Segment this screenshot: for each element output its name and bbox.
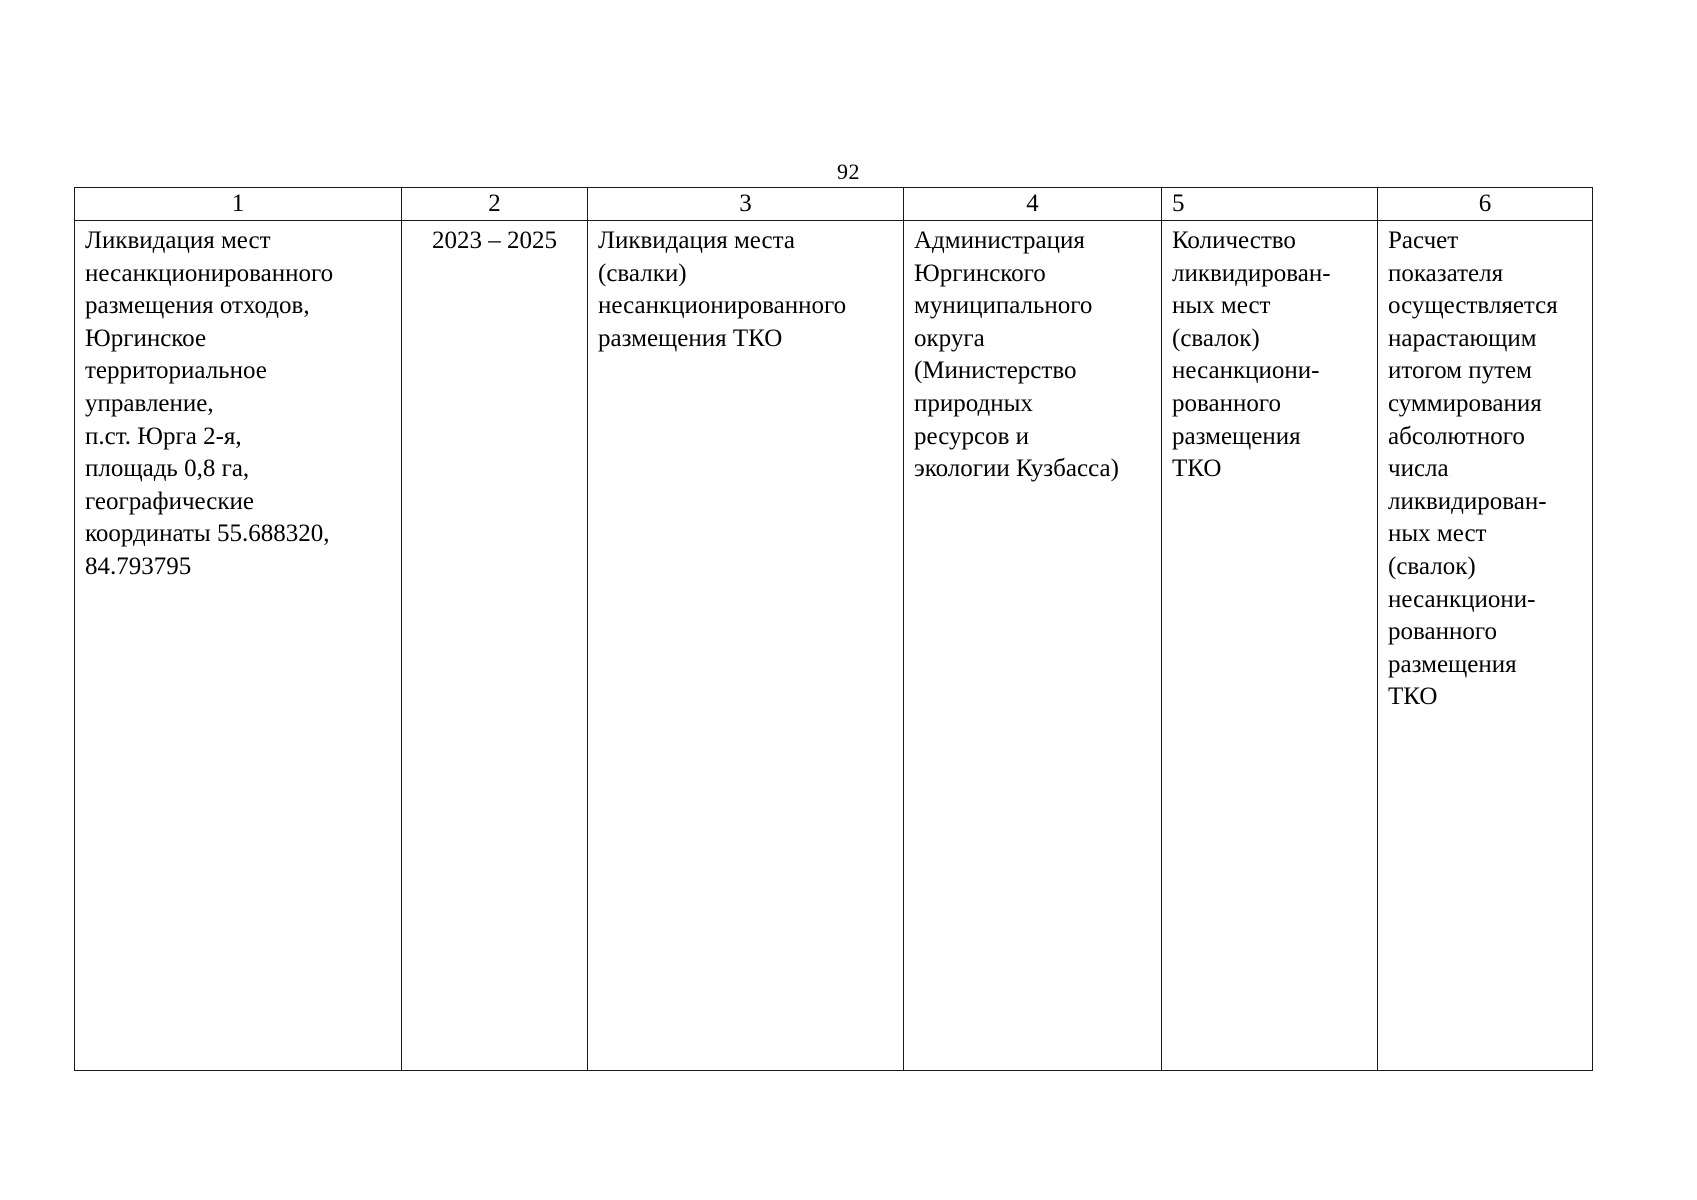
cell-line: ТКО xyxy=(1388,683,1438,711)
cell-line: Расчет xyxy=(1388,227,1459,254)
cell-line: природных xyxy=(914,389,1033,417)
cell-line: 2023 – 2025 xyxy=(432,227,557,254)
cell-indicator xyxy=(1162,221,1378,1071)
cell-line: итогом путем xyxy=(1388,357,1532,385)
cell-line: рованного xyxy=(1388,618,1497,646)
cell-line: несанкционированного xyxy=(598,292,847,320)
table-header-row xyxy=(75,188,1593,221)
cell-responsible xyxy=(904,221,1162,1071)
cell-measure xyxy=(75,221,402,1071)
page-number: 92 xyxy=(837,159,860,184)
cell-line: несанкционированного xyxy=(85,259,334,287)
cell-line: п.ст. Юрга 2-я, xyxy=(85,422,242,450)
cell-line: координаты 55.688320, xyxy=(85,520,330,548)
cell-line: ных мест xyxy=(1388,520,1487,548)
cell-line: управление, xyxy=(85,389,214,417)
cell-period xyxy=(402,221,588,1071)
cell-line: ТКО xyxy=(1172,455,1222,483)
cell-line: Ликвидация мест xyxy=(85,227,271,254)
cell-line: территориальное xyxy=(85,357,267,385)
cell-line: Количество xyxy=(1172,227,1296,254)
cell-line: числа xyxy=(1388,455,1449,483)
cell-line: ресурсов и xyxy=(914,422,1030,450)
cell-line: Администрация xyxy=(914,227,1085,254)
cell-line: осуществляется xyxy=(1388,292,1558,320)
cell-line: размещения xyxy=(1388,650,1517,678)
cell-line: ликвидирован- xyxy=(1388,487,1547,515)
cell-line: округа xyxy=(914,324,985,352)
cell-line: размещения отходов, xyxy=(85,292,310,320)
cell-line: муниципального xyxy=(914,292,1093,320)
table-row xyxy=(75,221,1593,1071)
column-header-3: 3 xyxy=(588,188,904,221)
cell-line: (свалок) xyxy=(1388,552,1476,580)
cell-line: (свалок) xyxy=(1172,324,1260,352)
cell-line: несанкциони- xyxy=(1388,585,1536,613)
cell-line: (свалки) xyxy=(598,259,687,287)
cell-line: площадь 0,8 га, xyxy=(85,455,250,483)
cell-line: географические xyxy=(85,487,254,515)
cell-line: показателя xyxy=(1388,259,1504,287)
cell-result xyxy=(588,221,904,1071)
cell-calculation xyxy=(1378,221,1593,1071)
cell-line: 84.793795 xyxy=(85,552,192,580)
cell-line: суммирования xyxy=(1388,389,1542,417)
cell-line: рованного xyxy=(1172,389,1281,417)
document-table xyxy=(74,187,1593,1071)
cell-line: размещения xyxy=(1172,422,1301,450)
column-header-2: 2 xyxy=(402,188,588,221)
cell-line: ных мест xyxy=(1172,292,1271,320)
cell-line: размещения ТКО xyxy=(598,324,783,352)
column-header-4: 4 xyxy=(904,188,1162,221)
cell-line: (Министерство xyxy=(914,357,1077,385)
cell-line: Юргинское xyxy=(85,324,207,352)
cell-line: несанкциони- xyxy=(1172,357,1320,385)
cell-line: абсолютного xyxy=(1388,422,1525,450)
column-header-6: 6 xyxy=(1378,188,1593,221)
cell-line: Ликвидация места xyxy=(598,227,795,254)
column-header-1: 1 xyxy=(75,188,402,221)
cell-line: Юргинского xyxy=(914,259,1046,287)
cell-line: нарастающим xyxy=(1388,324,1537,352)
cell-line: ликвидирован- xyxy=(1172,259,1331,287)
cell-line: экологии Кузбасса) xyxy=(914,455,1119,483)
column-header-5: 5 xyxy=(1162,188,1378,221)
